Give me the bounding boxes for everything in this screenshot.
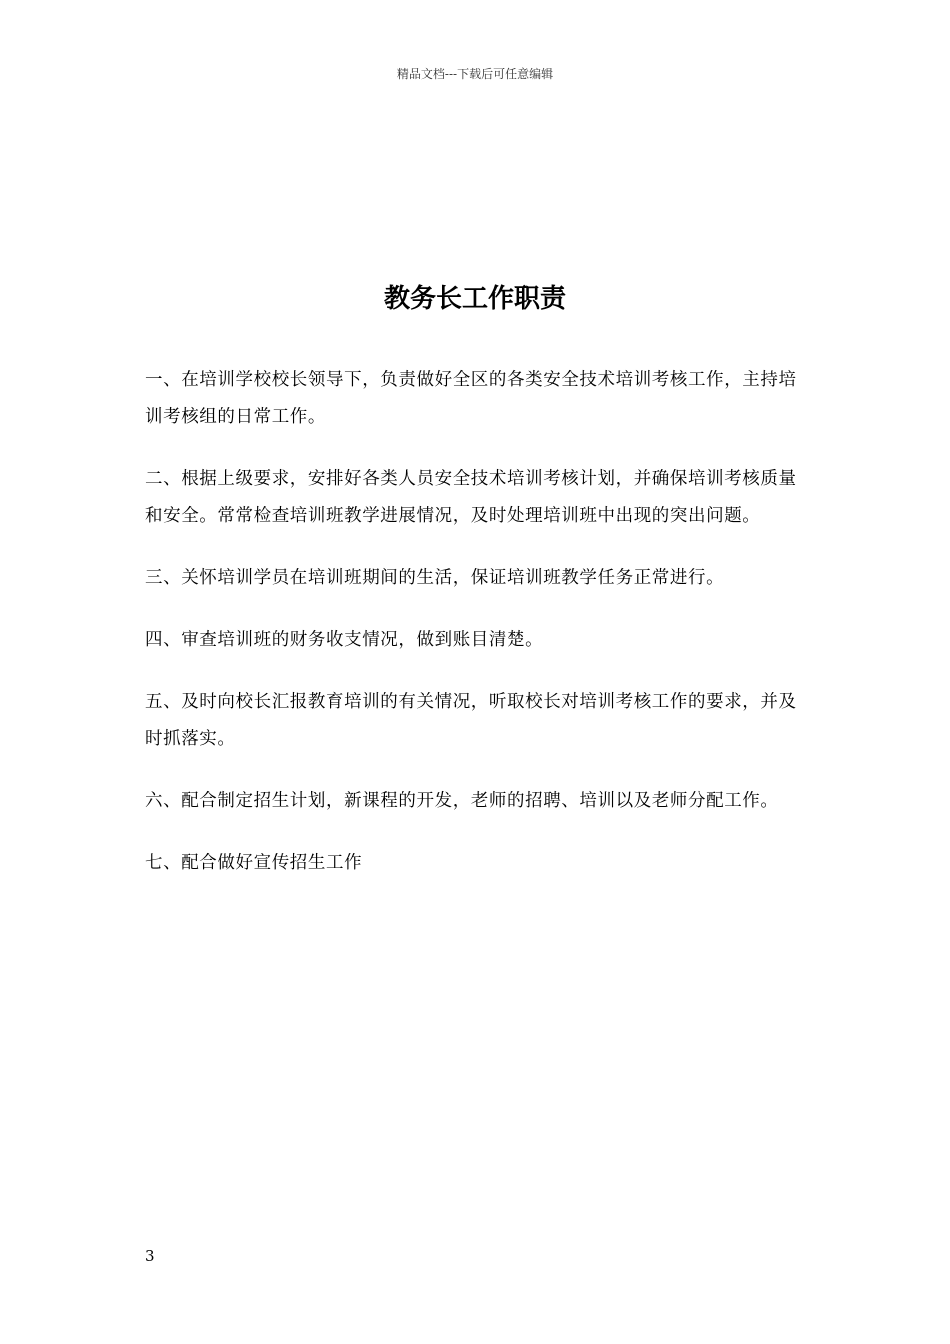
header-note: 精品文档---下载后可任意编辑 (396, 67, 554, 81)
duty-list (145, 362, 810, 907)
duty-item-7: 七、配合做好宣传招生工作 (145, 853, 363, 873)
page-number: 3 (145, 1247, 155, 1265)
document-title: 教务长工作职责 (383, 284, 566, 314)
duty-item-3: 三、关怀培训学员在培训班期间的生活，保证培训班教学任务正常进行。 (145, 568, 725, 588)
duty-item-4: 四、审查培训班的财务收支情况，做到账目清楚。 (145, 630, 544, 650)
duty-item-5: 五、及时向校长汇报教育培训的有关情况，听取校长对培训考核工作的要求，并及时抓落实。 (145, 692, 797, 749)
duty-item-1: 一、在培训学校校长领导下，负责做好全区的各类安全技术培训考核工作，主持培训考核组的日常工作。 (145, 370, 797, 427)
duty-item-6: 六、配合制定招生计划，新课程的开发，老师的招聘、培训以及老师分配工作。 (145, 791, 779, 811)
duty-item-2: 二、根据上级要求，安排好各类人员安全技术培训考核计划，并确保培训考核质量和安全。常常检查培训班教学进展情况，及时处理培训班中出现的突出问题。 (145, 469, 797, 526)
